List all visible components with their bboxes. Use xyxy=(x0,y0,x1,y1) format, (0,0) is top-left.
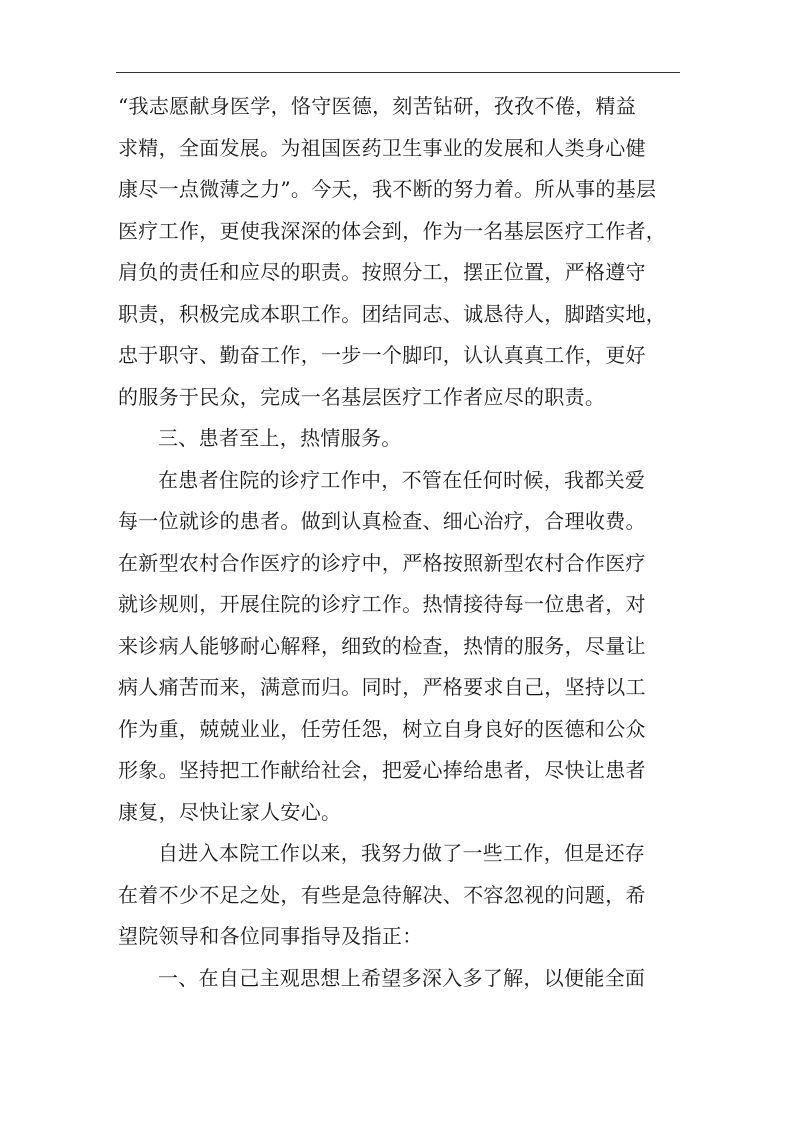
text-line: 在新型农村合作医疗的诊疗中，严格按照新型农村合作医疗 xyxy=(118,550,646,575)
text-line: 作为重，兢兢业业，任劳任怨，树立自身良好的医德和公众 xyxy=(118,716,646,741)
text-line: 的服务于民众，完成一名基层医疗工作者应尽的职责。 xyxy=(118,384,606,409)
text-line: 求精，全面发展。为祖国医药卫生事业的发展和人类身心健 xyxy=(118,135,646,160)
text-line: 每一位就诊的患者。做到认真检查、细心治疗，合理收费。 xyxy=(118,509,646,533)
text-line: 来诊病人能够耐心解释，细致的检查，热情的服务，尽量让 xyxy=(118,633,646,658)
text-line: 在着不少不足之处，有些是急待解决、不容忽视的问题，希 xyxy=(118,882,646,907)
section-heading: 三、患者至上，热情服务。 xyxy=(158,426,402,450)
text-line: 望院领导和各位同事指导及指正： xyxy=(118,924,423,948)
text-line: 肩负的责任和应尽的职责。按照分工，摆正位置，严格遵守 xyxy=(118,260,646,284)
text-line: 忠于职守、勤奋工作，一步一个脚印，认认真真工作，更好 xyxy=(118,343,646,367)
paragraph-start-line: 自进入本院工作以来，我努力做了一些工作，但是还存 xyxy=(158,841,646,865)
text-line: 就诊规则，开展住院的诊疗工作。热情接待每一位患者，对 xyxy=(118,592,646,616)
text-line: 病人痛苦而来，满意而归。同时，严格要求自己，坚持以工 xyxy=(118,675,646,699)
header-rule xyxy=(116,72,680,73)
text-line: 形象。坚持把工作献给社会，把爱心捧给患者，尽快让患者 xyxy=(118,758,646,782)
text-line: 康尽一点微薄之力”。今天，我不断的努力着。所从事的基层 xyxy=(118,177,657,201)
text-line: 康复，尽快让家人安心。 xyxy=(118,799,342,824)
text-line: 医疗工作，更使我深深的体会到，作为一名基层医疗工作者， xyxy=(118,218,667,243)
paragraph-start-line: 在患者住院的诊疗工作中，不管在任何时候，我都关爱 xyxy=(158,467,646,492)
text-line: “我志愿献身医学，恪守医德，刻苦钻研，孜孜不倦，精益 xyxy=(118,94,637,118)
text-line: 职责，积极完成本职工作。团结同志、诚恳待人，脚踏实地， xyxy=(118,301,667,326)
numbered-item-line: 一、在自己主观思想上希望多深入多了解，以便能全面 xyxy=(158,965,646,990)
document-body xyxy=(118,86,684,999)
